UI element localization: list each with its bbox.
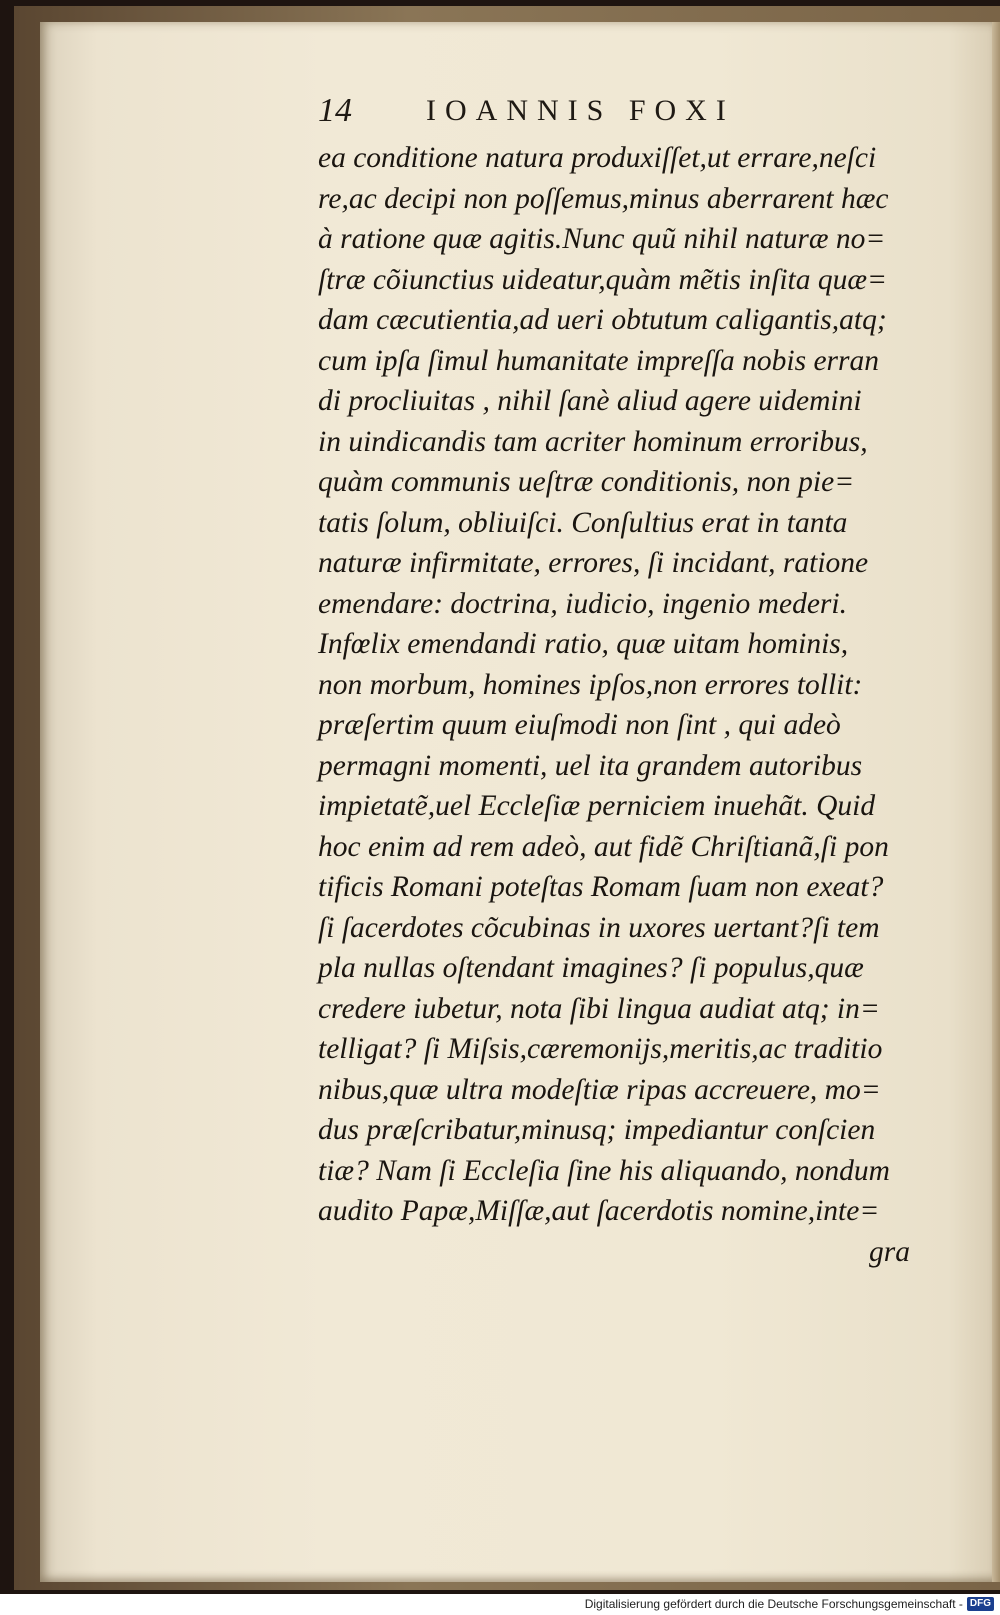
page-edge xyxy=(992,22,1000,1582)
text-line: quàm communis ueſtræ conditionis, non pie= xyxy=(318,466,855,498)
text-line: naturæ infirmitate, errores, ſi incidant, ratione xyxy=(318,547,869,579)
text-line: emendare: doctrina, iudicio, ingenio mederi. xyxy=(318,587,847,620)
text-line: re,ac decipi non poſſemus,minus aberrarent hæc xyxy=(318,182,889,215)
text-line: dus præſcribatur,minusq; impediantur conſcien xyxy=(318,1114,876,1146)
text-line: ſi ſacerdotes cõcubinas in uxores uertant?ſi tem xyxy=(318,911,880,944)
text-line: ſtræ cõiunctius uideatur,quàm mẽtis inſita quæ= xyxy=(318,263,887,296)
text-line: hoc enim ad rem adeò, aut fidẽ Chriſtianã,ſi pon xyxy=(318,830,889,863)
folio-number: 14 xyxy=(318,92,352,129)
dfg-logo: DFG xyxy=(967,1597,994,1611)
text-line: audito Papæ,Miſſæ,aut ſacerdotis nomine,inte= xyxy=(318,1195,880,1227)
text-line: credere iubetur, nota ſibi lingua audiat atq; in= xyxy=(318,992,880,1025)
credit-text: Digitalisierung gefördert durch die Deutsche Forschungsgemeinschaft - xyxy=(584,1597,963,1611)
text-line: tatis ſolum, obliuiſci. Conſultius erat in tanta xyxy=(318,506,848,539)
text-line: non morbum, homines ipſos,non errores tollit: xyxy=(318,668,863,701)
text-line: dam cæcutientia,ad ueri obtutum caligantis,atq; xyxy=(318,304,887,336)
text-line: Infœlix emendandi ratio, quæ uitam hominis, xyxy=(318,628,849,660)
text-line: ea conditione natura produxiſſet,ut errare,neſci xyxy=(318,142,877,174)
text-line: tificis Romani poteſtas Romam ſuam non exeat? xyxy=(318,871,884,903)
text-line: impietatẽ,uel Eccleſiæ perniciem inuehãt. Quid xyxy=(318,790,876,822)
running-title: IOANNIS FOXI xyxy=(426,94,735,127)
text-line: in uindicandis tam acriter hominum erroribus, xyxy=(318,425,868,458)
catchword: gra xyxy=(869,1235,910,1268)
text-line: tiæ? Nam ſi Eccleſia ſine his aliquando, nondum xyxy=(318,1154,890,1187)
text-line: præſertim quum eiuſmodi non ſint , qui adeò xyxy=(318,709,841,741)
text-line: nibus,quæ ultra modeſtiæ ripas accreuere, mo= xyxy=(318,1073,881,1106)
text-line: pla nullas oſtendant imagines? ſi populus,quæ xyxy=(318,952,864,984)
text-line: cum ipſa ſimul humanitate impreſſa nobis erran xyxy=(318,344,880,377)
text-line: permagni momenti, uel ita grandem autoribus xyxy=(318,749,863,782)
text-line: di procliuitas , nihil ſanè aliud agere uidemini xyxy=(318,385,862,417)
text-line: à ratione quæ agitis.Nunc quũ nihil naturæ no= xyxy=(318,223,886,255)
text-line: telligat? ſi Miſsis,cæremonijs,meritis,ac traditio xyxy=(318,1033,883,1065)
body-text xyxy=(318,138,918,1272)
page-header xyxy=(318,92,918,136)
digitization-credit xyxy=(585,1595,994,1613)
